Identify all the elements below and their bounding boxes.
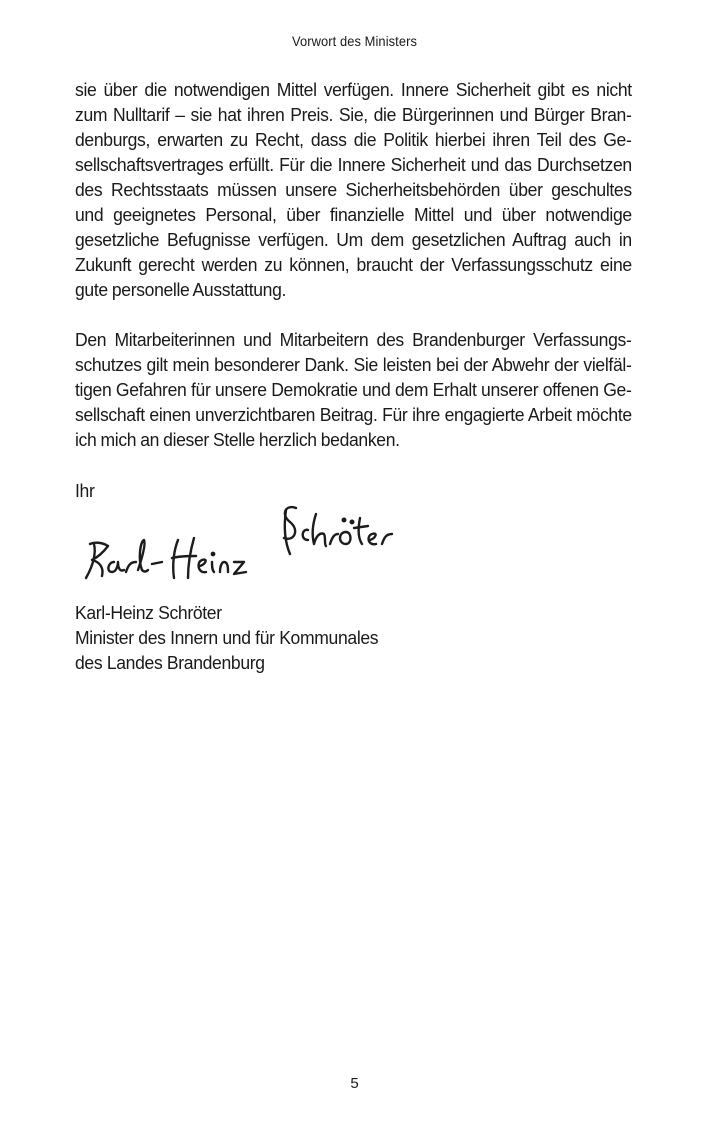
body-paragraph-2: Den Mitarbeiterinnen und Mitarbeitern des Brandenburger Verfassungsschutzes gilt mein besonderer Dank. Sie leisten bei der Abwehr der vielfältigen Gefahren für unsere Demokratie und dem Erhalt unserer offenen Gesellschaft einen unverzichtbaren Beitrag. Für ihre engagierte Arbeit möchte ich mich an dieser Stelle herzlich bedanken. [75, 330, 632, 450]
running-header: Vorwort des Ministers [291, 33, 418, 49]
signature-block [75, 601, 389, 676]
body-paragraph-1: sie über die notwendigen Mittel verfügen. Innere Sicherheit gibt es nicht zum Nulltarif – sie hat ihren Preis. Sie, die Bürgerinnen und Bürger Brandenburgs, erwarten zu Recht, dass die Politik hierbei ihren Teil des Gesellschaftsvertrages erfüllt. Für die Innere Sicherheit und das Durchsetzen des Rechtsstaats müssen unsere Sicherheitsbehörden über geschultes und geeignetes Personal, über finanzielle Mittel und über notwendige gesetzliche Befugnisse verfügen. Um dem gesetzlichen Auftrag auch in Zukunft gerecht werden zu können, braucht der Verfassungsschutz eine gute personelle Ausstattung. [75, 80, 632, 300]
signatory-title: Minister des Innern und für Kommunales [75, 628, 379, 648]
signatory-name: Karl-Heinz Schröter [75, 603, 222, 623]
page-number: 5 [350, 1075, 359, 1092]
signature-image [80, 500, 410, 590]
signatory-state: des Landes Brandenburg [75, 653, 265, 673]
closing-salutation: Ihr [75, 481, 95, 501]
handwritten-signature [80, 500, 410, 590]
body-paragraph-1-container [75, 78, 632, 303]
body-paragraph-2-container [75, 328, 632, 453]
